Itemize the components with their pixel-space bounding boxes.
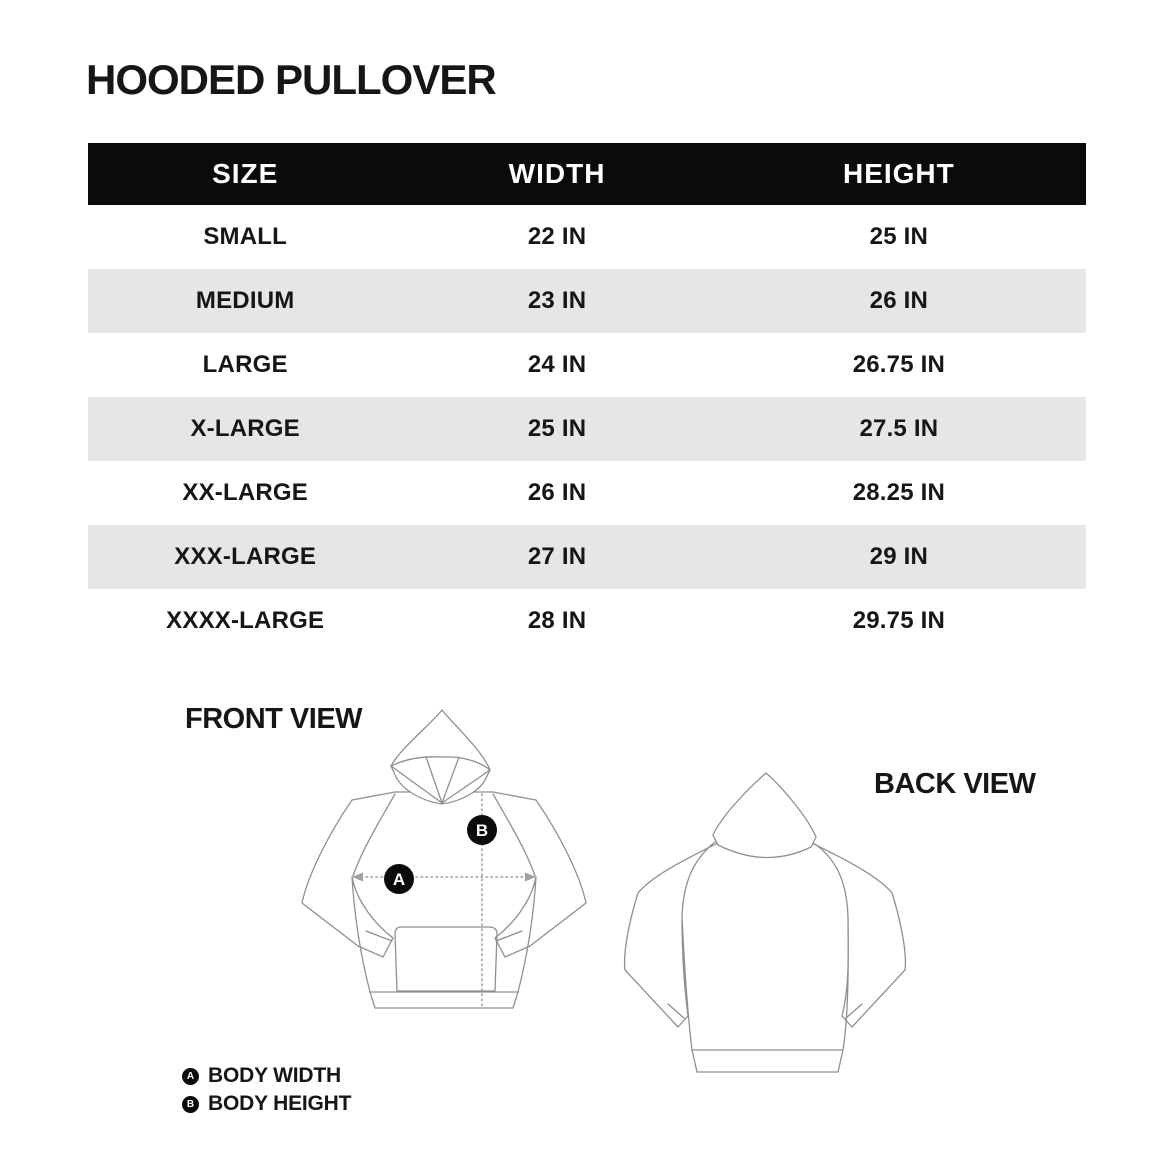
front-body-outline bbox=[302, 792, 586, 1008]
column-header-height: HEIGHT bbox=[842, 158, 955, 189]
cell-height: 28.25 IN bbox=[852, 479, 946, 506]
table-row bbox=[88, 461, 1086, 525]
legend-marker-b: B bbox=[182, 1096, 199, 1113]
front-view-label: FRONT VIEW bbox=[185, 703, 363, 735]
table-row bbox=[88, 397, 1086, 461]
cell-width: 23 IN bbox=[527, 287, 587, 314]
svg-text:B: B bbox=[475, 821, 489, 840]
svg-text:A: A bbox=[392, 870, 406, 889]
back-body-outline bbox=[625, 843, 906, 1072]
table-row bbox=[88, 589, 1086, 653]
table-header-row bbox=[88, 143, 1086, 205]
legend-row bbox=[182, 1092, 351, 1116]
cell-height: 29 IN bbox=[869, 543, 929, 570]
back-view-sketch bbox=[618, 770, 930, 1076]
table-body bbox=[88, 205, 1086, 653]
cell-width: 26 IN bbox=[527, 479, 587, 506]
cell-height: 29.75 IN bbox=[852, 607, 946, 634]
cell-height: 26 IN bbox=[869, 287, 929, 314]
table-row bbox=[88, 525, 1086, 589]
cell-size: XXX-LARGE bbox=[174, 543, 317, 570]
cell-width: 25 IN bbox=[527, 415, 587, 442]
cell-height: 25 IN bbox=[869, 223, 929, 250]
marker-a bbox=[384, 864, 414, 894]
back-hood-outline bbox=[713, 773, 816, 858]
cell-size: X-LARGE bbox=[190, 415, 300, 442]
cell-size: MEDIUM bbox=[195, 287, 295, 314]
legend-label-body-height: BODY HEIGHT bbox=[208, 1092, 352, 1115]
cell-height: 27.5 IN bbox=[859, 415, 939, 442]
legend bbox=[182, 1064, 351, 1116]
page-title: HOODED PULLOVER bbox=[86, 56, 496, 103]
front-view-sketch bbox=[293, 700, 595, 1038]
column-header-size: SIZE bbox=[212, 158, 279, 189]
marker-b bbox=[467, 815, 497, 845]
table-row bbox=[88, 205, 1086, 269]
legend-marker-a: A bbox=[182, 1068, 199, 1085]
cell-size: XXXX-LARGE bbox=[166, 607, 325, 634]
cell-height: 26.75 IN bbox=[852, 351, 946, 378]
cell-width: 27 IN bbox=[527, 543, 587, 570]
legend-row bbox=[182, 1064, 351, 1088]
cell-size: XX-LARGE bbox=[182, 479, 308, 506]
cell-size: LARGE bbox=[202, 351, 288, 378]
column-header-width: WIDTH bbox=[508, 158, 606, 189]
cell-width: 24 IN bbox=[527, 351, 587, 378]
size-table bbox=[88, 143, 1086, 653]
back-view-label: BACK VIEW bbox=[874, 768, 1036, 800]
table-row bbox=[88, 333, 1086, 397]
cell-size: SMALL bbox=[203, 223, 287, 250]
table-row bbox=[88, 269, 1086, 333]
cell-width: 22 IN bbox=[527, 223, 587, 250]
legend-label-body-width: BODY WIDTH bbox=[208, 1064, 341, 1087]
cell-width: 28 IN bbox=[527, 607, 587, 634]
